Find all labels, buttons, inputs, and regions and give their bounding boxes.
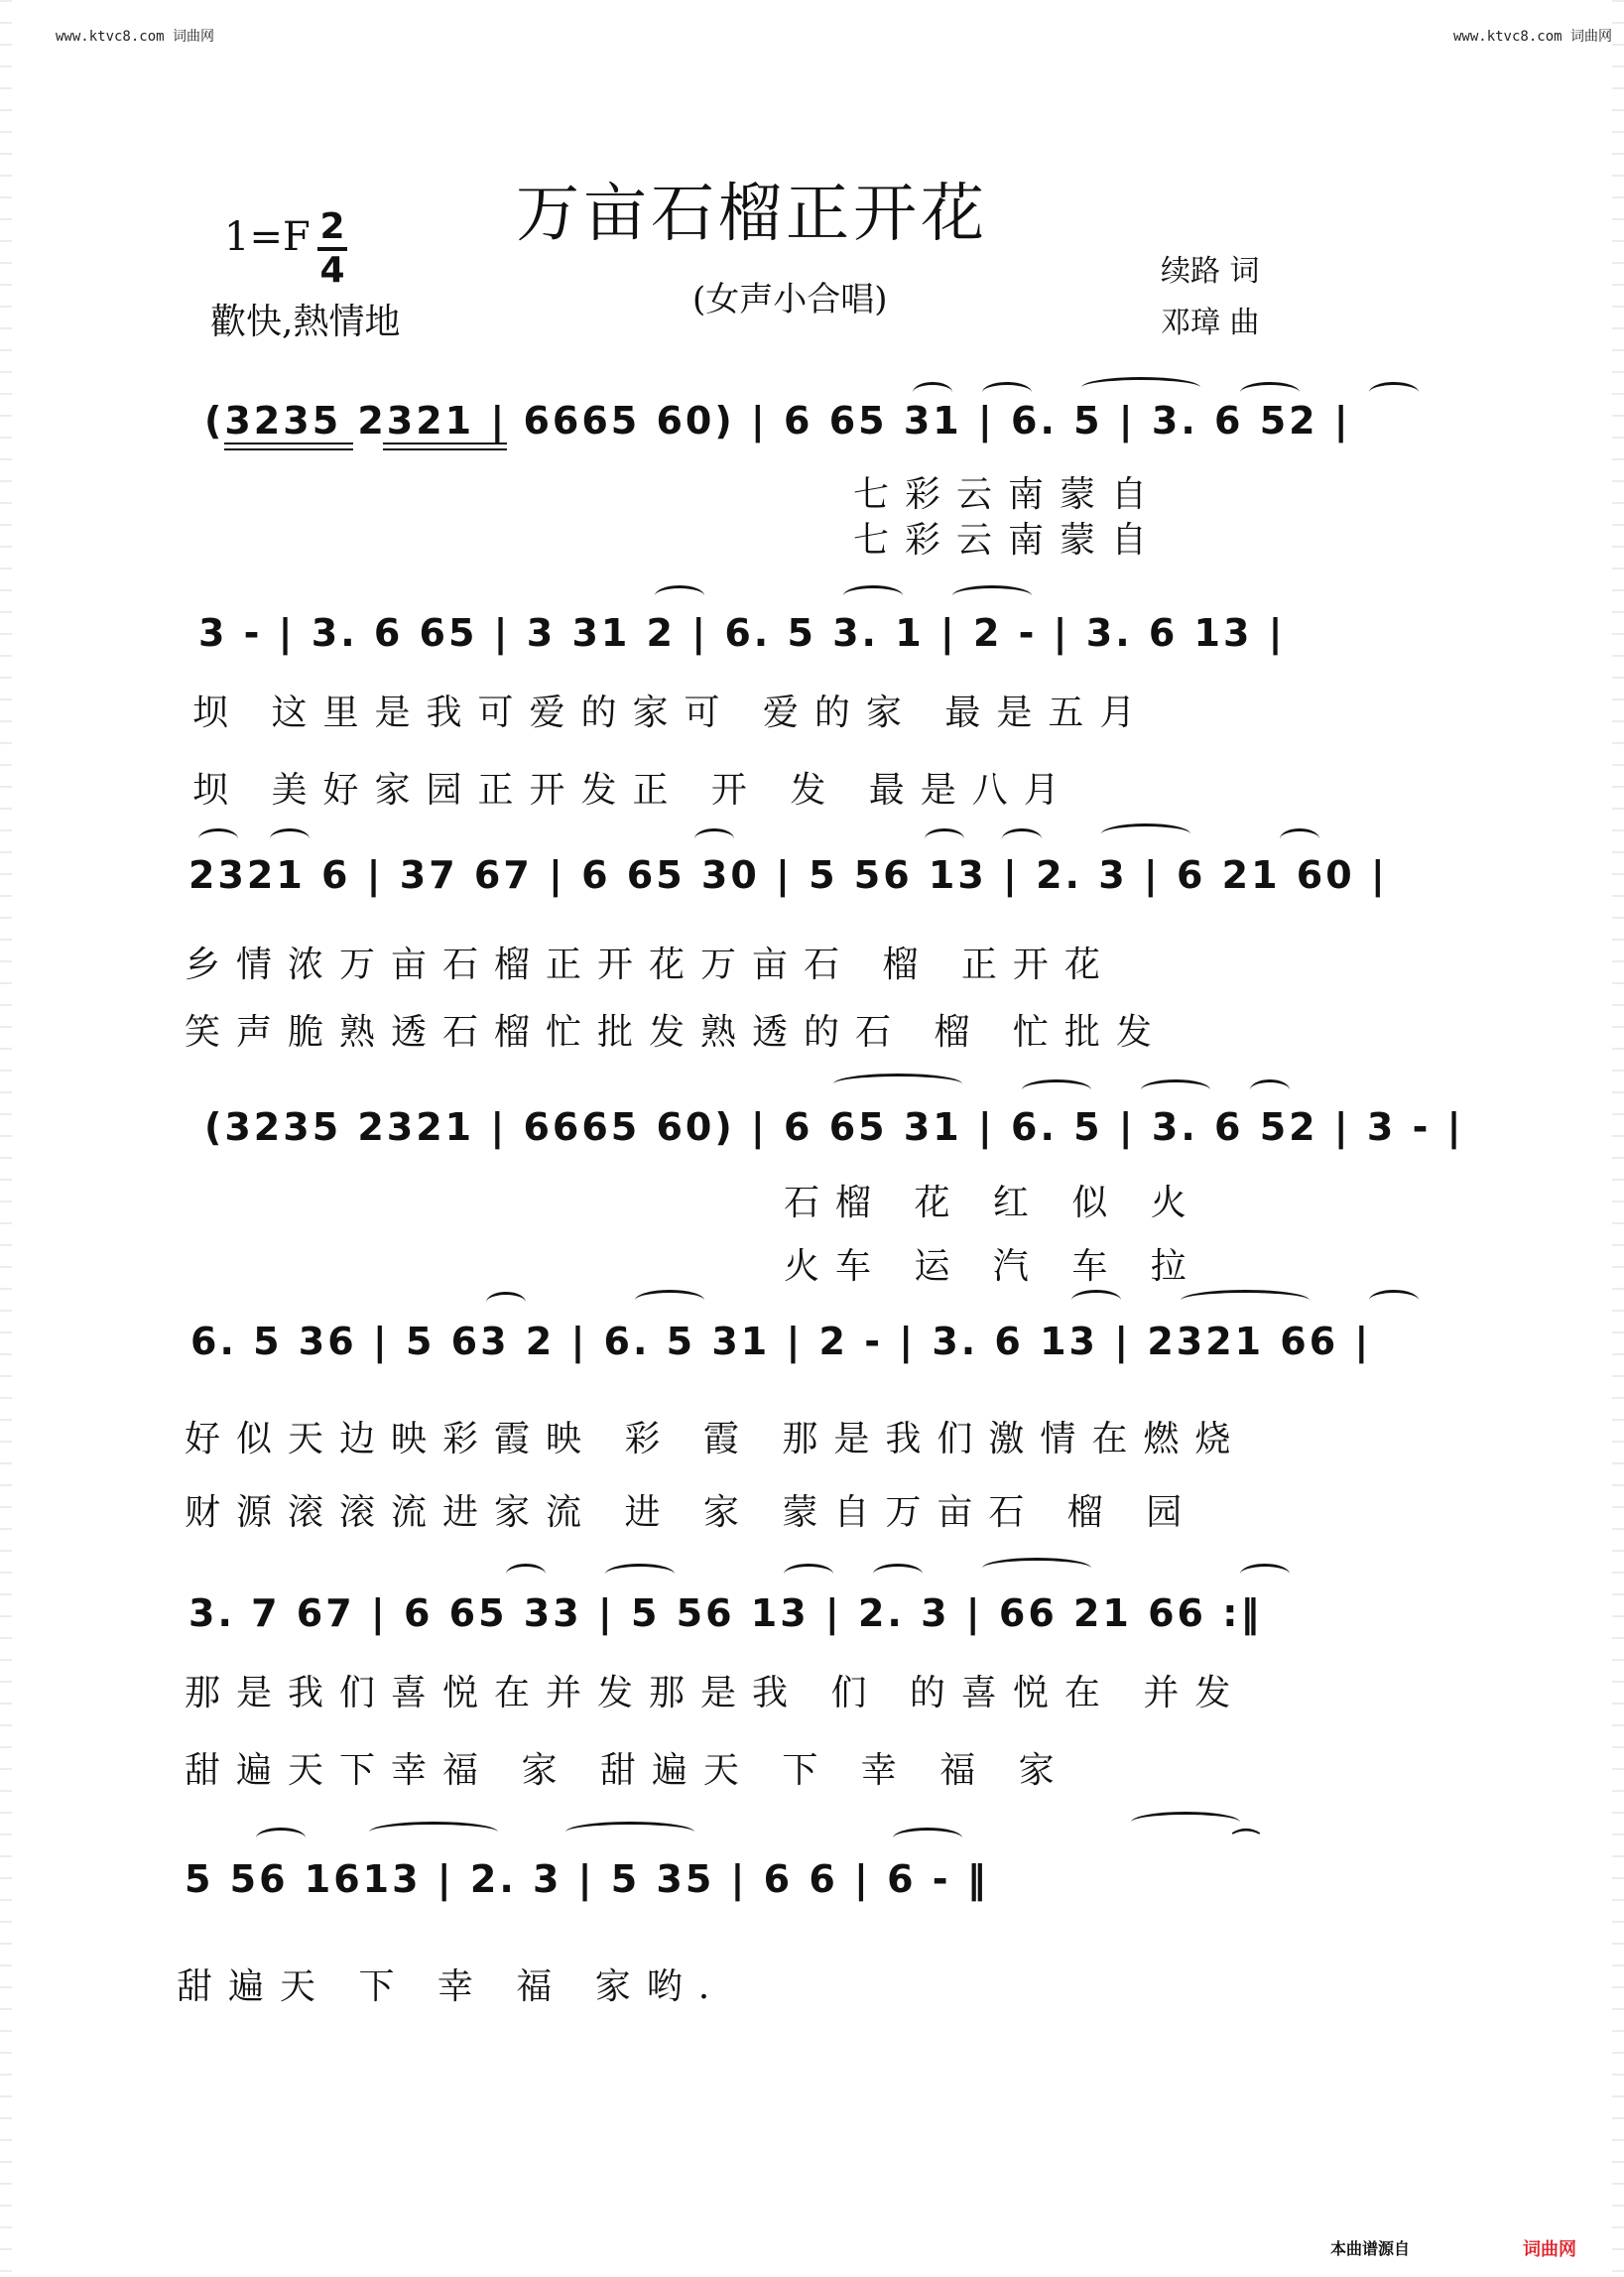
slur — [925, 828, 964, 849]
slur — [565, 1822, 694, 1842]
header-site-right[interactable]: www.ktvc8.com 词曲网 — [1452, 29, 1612, 45]
slur — [369, 1822, 498, 1842]
slur — [635, 1290, 704, 1311]
notation-line-4: (3235 2321 | 6665 60) | 6 65 31 | 6. 5 | 3. 6 52 | 3 - | — [204, 1105, 1464, 1149]
side-watermark-strip-right — [1612, 0, 1624, 2277]
slur — [256, 1828, 306, 1848]
header-site-left[interactable]: www.ktvc8.com 词曲网 — [56, 29, 215, 45]
lyric-verse-1-line-5: 好似天边映彩霞映 彩 霞 那是我们激情在燃烧 — [185, 1419, 1247, 1459]
slur — [1002, 828, 1042, 849]
lyric-verse-2-line-1: 七彩云南蒙自 — [853, 520, 1164, 561]
lyric-verse-1-line-6: 那是我们喜悦在并发那是我 们 的喜悦在 并发 — [185, 1673, 1247, 1713]
slur — [1280, 828, 1319, 849]
slur — [1071, 1290, 1121, 1311]
slur — [1240, 1564, 1290, 1584]
slur — [952, 585, 1032, 606]
lyric-verse-2-line-4: 火车 运 汽 车 拉 — [784, 1246, 1202, 1287]
time-signature — [315, 208, 349, 290]
slur — [893, 1828, 962, 1848]
song-subtitle: (女声小合唱) — [692, 280, 888, 319]
notation-line-2: 3 - | 3. 6 65 | 3 31 2 | 6. 5 3. 1 | 2 - | 3. 6 13 | — [198, 611, 1286, 655]
slur — [1081, 377, 1200, 398]
side-watermark-strip-left — [0, 0, 12, 2277]
lyric-verse-1-line-3: 乡情浓万亩石榴正开花万亩石 榴 正开花 — [185, 945, 1116, 985]
lyric-line-7: 甜遍天 下 幸 福 家哟. — [177, 1966, 726, 2007]
notation-line-3: 2321 6 | 37 67 | 6 65 30 | 5 56 13 | 2. 3 | 6 21 60 | — [188, 853, 1388, 897]
slur — [833, 1074, 962, 1094]
composer-credit: 邓璋 曲 — [1161, 306, 1260, 340]
slur — [1101, 823, 1190, 844]
slur — [982, 382, 1032, 403]
slur — [1141, 1079, 1210, 1100]
slur — [1131, 1812, 1240, 1833]
beam-underline — [383, 448, 507, 450]
slur — [506, 1564, 546, 1584]
slur — [605, 1564, 675, 1584]
slur — [198, 828, 238, 849]
slur — [1250, 1079, 1290, 1100]
slur — [1369, 1290, 1419, 1311]
slur — [843, 585, 903, 606]
notation-line-5: 6. 5 36 | 5 63 2 | 6. 5 31 | 2 - | 3. 6 13 | 2321 66 | — [190, 1320, 1372, 1363]
slur — [913, 382, 952, 403]
tempo-marking: 歡快,熱情地 — [210, 302, 401, 342]
lyric-verse-1-line-2: 坝 这里是我可爱的家可 爱的家 最是五月 — [192, 693, 1152, 733]
lyric-verse-2-line-2: 坝 美好家园正开发正 开 发 最是八月 — [192, 770, 1075, 811]
notation-line-1: (3235 2321 | 6665 60) | 6 65 31 | 6. 5 | 3. 6 52 | — [204, 399, 1351, 443]
time-signature-top: 2 — [319, 206, 345, 247]
slur — [1369, 382, 1419, 403]
slur — [1181, 1290, 1310, 1311]
slur — [784, 1564, 833, 1584]
fermata-icon: ⌒ — [1232, 1827, 1261, 1859]
notation-line-6: 3. 7 67 | 6 65 33 | 5 56 13 | 2. 3 | 66 21 66 :‖ — [188, 1591, 1263, 1635]
slur — [1022, 1079, 1091, 1100]
beam-underline — [224, 448, 353, 450]
lyric-verse-1-line-4: 石榴 花 红 似 火 — [784, 1183, 1202, 1223]
lyric-verse-2-line-6: 甜遍天下幸福 家 甜遍天 下 幸 福 家 — [185, 1750, 1070, 1791]
slur — [1240, 382, 1300, 403]
lyricist-credit: 续路 词 — [1161, 254, 1260, 289]
time-signature-bottom: 4 — [319, 250, 345, 291]
slur — [486, 1292, 526, 1313]
key-signature: 1=F — [224, 214, 311, 260]
notation-line-7: 5 56 1613 | 2. 3 | 5 35 | 6 6 | 6 - ‖ — [185, 1857, 989, 1901]
slur — [982, 1558, 1091, 1579]
beam-underline — [383, 443, 507, 444]
slur — [694, 828, 734, 849]
lyric-verse-1-line-1: 七彩云南蒙自 — [853, 474, 1164, 515]
slur — [873, 1564, 923, 1584]
beam-underline — [224, 443, 353, 444]
lyric-verse-2-line-3: 笑声脆熟透石榴忙批发熟透的石 榴 忙批发 — [185, 1012, 1168, 1053]
song-title: 万亩石榴正开花 — [516, 178, 988, 251]
footer-source-site[interactable]: 词曲网 — [1523, 2239, 1576, 2260]
slur — [655, 585, 704, 606]
footer-source-label: 本曲谱源自 — [1329, 2239, 1410, 2258]
slur — [270, 828, 310, 849]
lyric-verse-2-line-5: 财源滚滚流进家流 进 家 蒙自万亩石 榴 园 — [185, 1492, 1198, 1533]
